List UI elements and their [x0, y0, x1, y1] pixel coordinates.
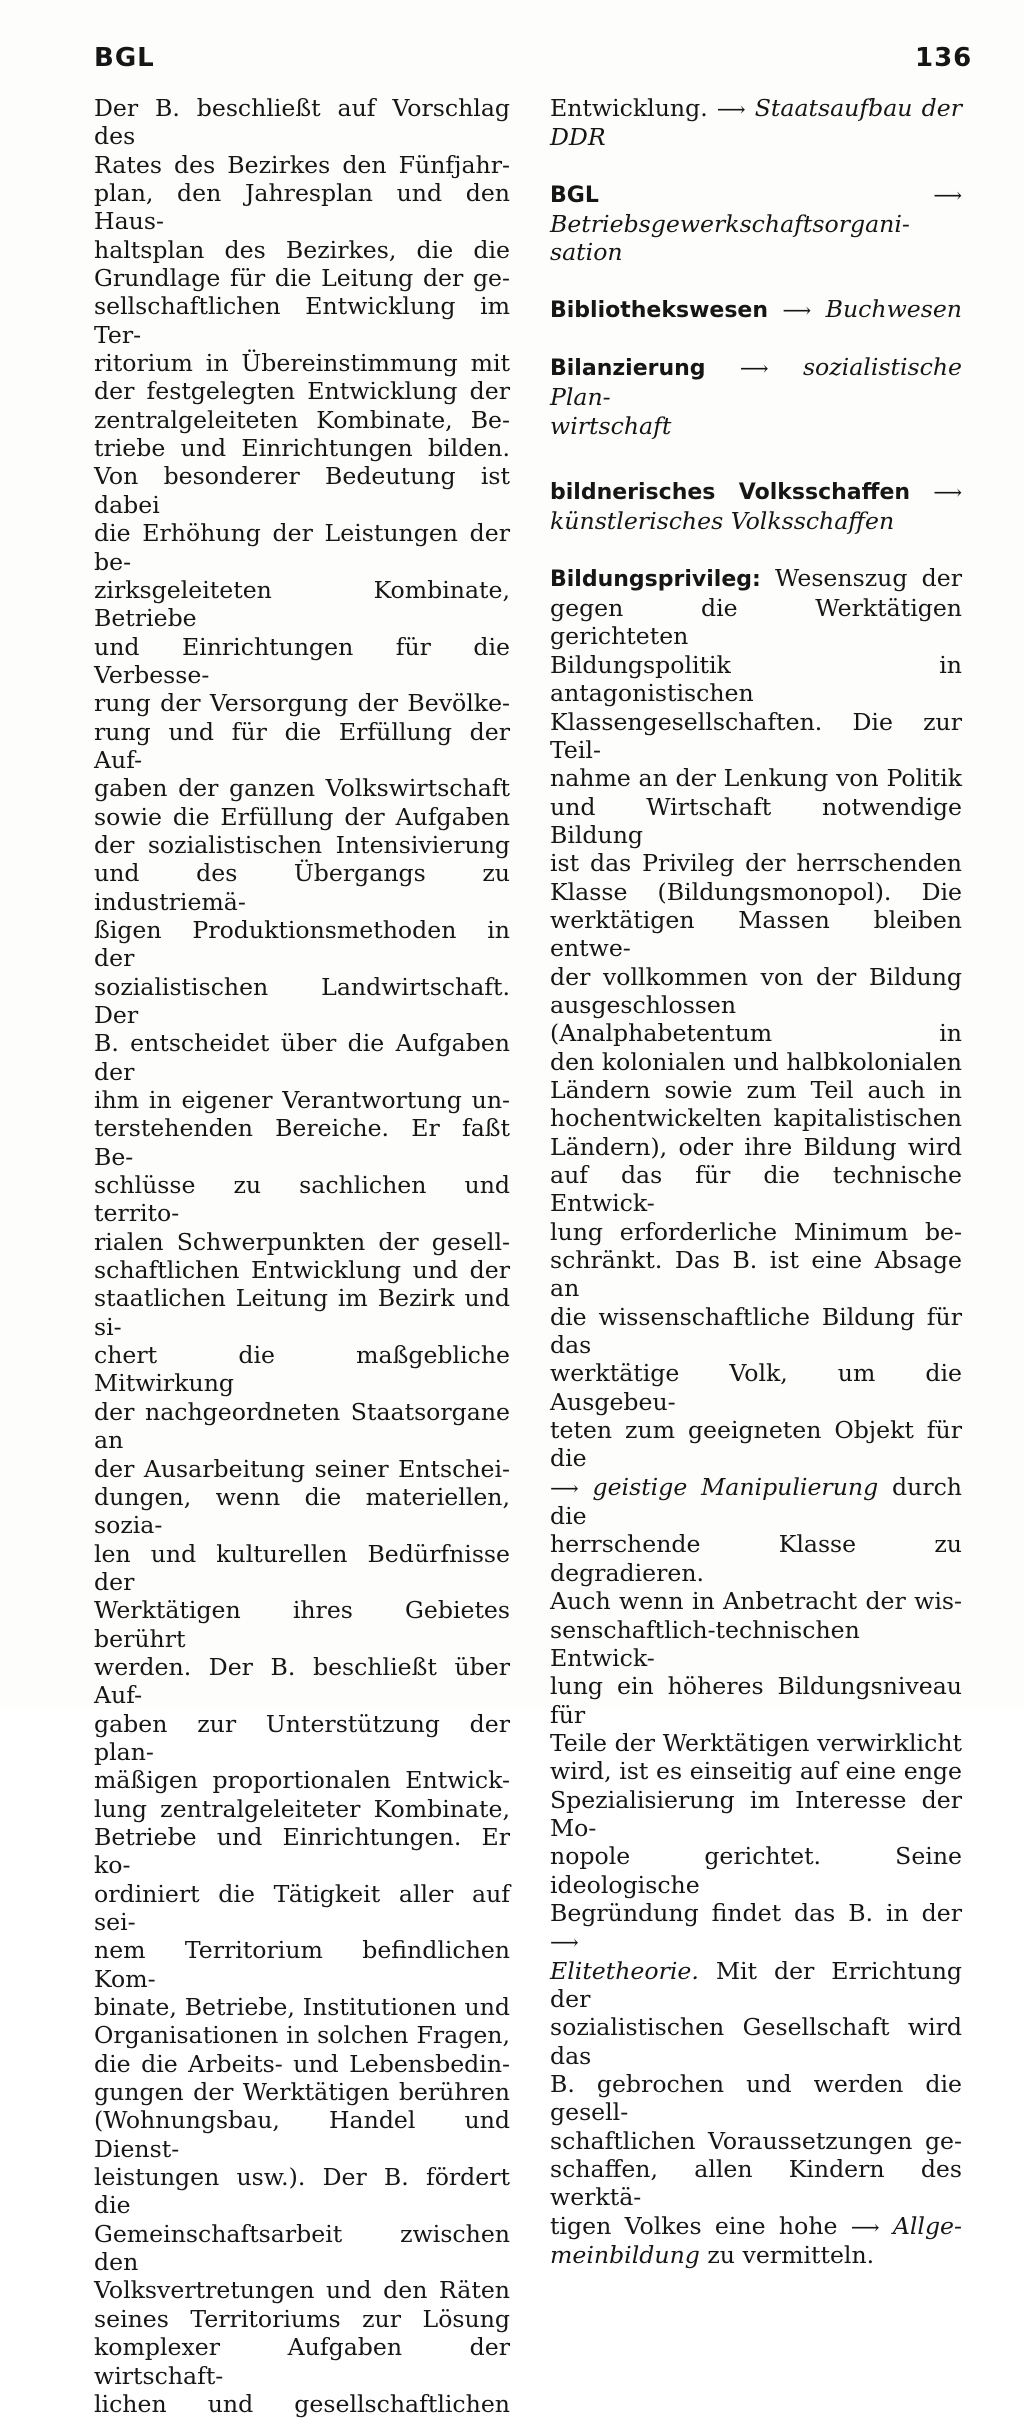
entry-continuation: [550, 94, 962, 152]
entry-headword: Bibliothekswesen: [550, 297, 769, 323]
text-line: gegen die Werktätigen gerichteten: [550, 594, 962, 651]
text-line: schaftlichen Entwicklung und der: [94, 1256, 510, 1285]
text-line: Grundlage für die Leitung der ge-: [94, 264, 510, 293]
text-line: ordiniert die Tätigkeit aller auf sei-: [94, 1879, 510, 1936]
text-line: zirksgeleiteten Kombinate, Betriebe: [94, 575, 510, 633]
text-line: schränkt. Das B. ist eine Absage an: [550, 1246, 962, 1303]
cross-reference-link[interactable]: Staatsaufbau der DDR: [550, 94, 963, 152]
cross-reference-link[interactable]: Allge-: [892, 2211, 962, 2240]
entry-headword: Bilanzierung: [550, 356, 706, 382]
text-line: lung erforderliche Minimum be-: [550, 1217, 962, 1246]
entry-text: Mit der Errichtung der: [550, 1956, 962, 2013]
text-line: B. entscheidet über die Aufgaben der: [94, 1029, 510, 1086]
text-line: sozialistischen Landwirtschaft. Der: [94, 972, 510, 1029]
text-line: B. gebrochen und werden die gesell-: [550, 2070, 962, 2127]
text-line: ihm in eigener Verantwortung un-: [94, 1086, 510, 1115]
text-line: nopole gerichtet. Seine ideologische: [550, 1842, 962, 1899]
text-line: seines Territoriums zur Lösung: [94, 2304, 510, 2333]
text-line: gaben der ganzen Volkswirtschaft: [94, 774, 510, 803]
text-line: lung zentralgeleiteter Kombinate,: [94, 1794, 510, 1823]
entry-body: [550, 1530, 962, 1898]
text-line: terstehenden Bereiche. Er faßt Be-: [94, 1114, 510, 1171]
text-line: die wissenschaftliche Bildung für das: [550, 1302, 962, 1360]
text-line: komplexer Aufgaben der wirtschaft-: [94, 2333, 510, 2390]
text-column-right: [550, 94, 962, 2269]
text-line: der nachgeordneten Staatsorgane an: [94, 1397, 510, 1455]
text-line: der sozialistischen Intensivierung: [94, 830, 510, 859]
text-line: triebe und Einrichtungen bilden.: [94, 434, 510, 463]
entry-text: tigen Volkes eine hohe: [550, 2211, 838, 2240]
text-line: der vollkommen von der Bildung: [550, 962, 962, 991]
text-line: Der B. beschließt auf Vorschlag des: [94, 94, 510, 151]
text-line: staatlichen Leitung im Bezirk und si-: [94, 1284, 510, 1341]
entry-bibliothekswesen: [550, 295, 962, 325]
text-line: zentralgeleiteten Kombinate, Be-: [94, 405, 510, 434]
cross-reference-arrow: ⟶: [933, 480, 963, 505]
text-line: Spezialisierung im Interesse der Mo-: [550, 1785, 962, 1842]
text-line: Von besonderer Bedeutung ist dabei: [94, 462, 510, 519]
text-line: Ländern sowie zum Teil auch in: [550, 1075, 962, 1104]
page-number: 136: [915, 43, 973, 73]
text-line: den kolonialen und halbkolonialen: [550, 1047, 962, 1076]
text-line: lung ein höheres Bildungsniveau für: [550, 1672, 962, 1729]
text-line: und Einrichtungen für die Verbesse-: [94, 632, 510, 689]
text-line: schaftlichen Voraussetzungen ge-: [550, 2126, 962, 2155]
text-line: nem Territorium befindlichen Kom-: [94, 1936, 510, 1993]
text-line: Gemeinschaftsarbeit zwischen den: [94, 2219, 510, 2277]
cross-reference-link[interactable]: sation: [550, 238, 623, 267]
text-line: lichen und gesellschaftlichen: [94, 2389, 510, 2418]
cross-reference-link[interactable]: künstlerisches Volksschaffen: [550, 507, 895, 536]
text-line: haltsplan des Bezirkes, die die: [94, 235, 510, 264]
cross-reference-arrow: ⟶: [739, 356, 769, 381]
text-line: ist das Privileg der herrschenden: [550, 849, 962, 878]
text-line: schaffen, allen Kindern des werktä-: [550, 2155, 962, 2212]
text-line: mäßigen proportionalen Entwick-: [94, 1766, 510, 1795]
cross-reference-link[interactable]: wirtschaft: [550, 411, 672, 440]
entry-bilanzierung: [550, 353, 962, 440]
entry-text: zu vermitteln.: [707, 2241, 875, 2270]
text-line: Ländern), oder ihre Bildung wird: [550, 1132, 962, 1161]
text-line: Rates des Bezirkes den Fünfjahr-: [94, 150, 510, 179]
text-line: sozialistischen Gesellschaft wird das: [550, 2013, 962, 2070]
entry-bildnerisches-volksschaffen: [550, 477, 962, 536]
text-line: ßigen Produktionsmethoden in der: [94, 915, 510, 973]
text-line: leistungen usw.). Der B. fördert die: [94, 2163, 510, 2220]
text-line: wird, ist es einseitig auf eine enge: [550, 1757, 962, 1786]
text-line: der Ausarbeitung seiner Entschei-: [94, 1454, 510, 1483]
text-line: werktätigen Massen bleiben entwe-: [550, 905, 962, 963]
cross-reference-link[interactable]: Elitetheorie.: [550, 1956, 699, 1985]
text-line: Bildungspolitik in antagonistischen: [550, 650, 962, 708]
cross-reference-link[interactable]: meinbildung: [550, 2241, 700, 2270]
cross-reference-arrow: ⟶: [550, 1475, 579, 1500]
text-line: binate, Betriebe, Institutionen und: [94, 1993, 510, 2022]
text-line: und des Übergangs zu industriemä-: [94, 859, 510, 916]
text-line: auf das für die technische Entwick-: [550, 1161, 962, 1218]
text-line: ausgeschlossen (Analphabetentum in: [550, 990, 962, 1048]
running-head-left: BGL: [94, 43, 155, 73]
text-line: rung und für die Erfüllung der Auf-: [94, 717, 510, 774]
continued-entry-text: [94, 94, 510, 2418]
text-line: sellschaftlichen Entwicklung im Ter-: [94, 292, 510, 349]
text-line: Werktätigen ihres Gebietes berührt: [94, 1596, 510, 1653]
text-line: Teile der Werktätigen verwirklicht: [550, 1728, 962, 1757]
text-line: Auch wenn in Anbetracht der wis-: [550, 1587, 962, 1616]
cross-reference-link[interactable]: Buchwesen: [825, 294, 962, 323]
text-line: Organisationen in solchen Fragen,: [94, 2021, 510, 2050]
text-line: nahme an der Lenkung von Politik: [550, 764, 962, 793]
entry-headword: bildnerisches Volksschaffen: [550, 480, 911, 506]
cross-reference-arrow: ⟶: [782, 297, 812, 322]
text-line: teten zum geeigneten Objekt für die: [550, 1416, 962, 1473]
entry-text: Wesenszug der: [775, 563, 962, 592]
text-line: Klasse (Bildungsmonopol). Die: [550, 877, 962, 906]
text-line: chert die maßgebliche Mitwirkung: [94, 1341, 510, 1398]
cross-reference-arrow: ⟶: [550, 1930, 579, 1955]
text-line: dungen, wenn die materiellen, sozia-: [94, 1482, 510, 1540]
text-line: und Wirtschaft notwendige Bildung: [550, 792, 962, 849]
text-line: schlüsse zu sachlichen und territo-: [94, 1171, 510, 1228]
entry-body: [550, 2013, 962, 2211]
text-line: gungen der Werktätigen berühren: [94, 2078, 510, 2107]
text-line: Klassengesellschaften. Die zur Teil-: [550, 707, 962, 764]
cross-reference-link[interactable]: geistige Manipulierung: [592, 1472, 879, 1501]
entry-text: Begründung findet das B. in der: [550, 1898, 962, 1927]
text-line: die Erhöhung der Leistungen der be-: [94, 519, 510, 576]
text-line: gaben zur Unterstützung der plan-: [94, 1709, 510, 1766]
entry-bildungsprivileg: [550, 564, 962, 2270]
text-line: die die Arbeits- und Lebensbedin-: [94, 2049, 510, 2078]
entry-headword: Bildungsprivileg:: [550, 566, 761, 592]
text-line: werktätige Volk, um die Ausgebeu-: [550, 1359, 962, 1416]
text-line: herrschende Klasse zu degradieren.: [550, 1530, 962, 1587]
text-line: werden. Der B. beschließt über Auf-: [94, 1652, 510, 1710]
text-line: rung der Versorgung der Bevölke-: [94, 689, 510, 718]
cross-reference-arrow: ⟶: [716, 97, 746, 121]
entry-bgl: [550, 180, 962, 267]
text-line: sowie die Erfüllung der Aufgaben: [94, 802, 510, 831]
entry-text: durch die: [550, 1472, 963, 1531]
text-line: (Wohnungsbau, Handel und Dienst-: [94, 2106, 510, 2163]
cross-reference-arrow: ⟶: [850, 2214, 880, 2239]
text-line: ritorium in Übereinstimmung mit: [94, 349, 510, 378]
cross-reference-link[interactable]: sozialistische Plan-: [550, 353, 962, 412]
continuation-text: Entwicklung.: [550, 94, 708, 122]
entry-body: [550, 594, 962, 1473]
text-line: plan, den Jahresplan und den Haus-: [94, 179, 510, 236]
text-line: rialen Schwerpunkten der gesell-: [94, 1227, 510, 1256]
cross-reference-arrow: ⟶: [933, 182, 962, 207]
cross-reference-link[interactable]: Betriebsgewerkschaftsorgani-: [550, 210, 910, 239]
text-column-left: [94, 94, 510, 2418]
text-line: der festgelegten Entwicklung der: [94, 377, 510, 406]
text-line: Volksvertretungen und den Räten: [94, 2276, 510, 2305]
entry-headword: BGL: [550, 182, 599, 208]
text-line: hochentwickelten kapitalistischen: [550, 1104, 962, 1133]
text-line: senschaftlich-technischen Entwick-: [550, 1615, 860, 1672]
text-line: len und kulturellen Bedürfnisse der: [94, 1539, 510, 1596]
text-line: Betriebe und Einrichtungen. Er ko-: [94, 1822, 510, 1880]
